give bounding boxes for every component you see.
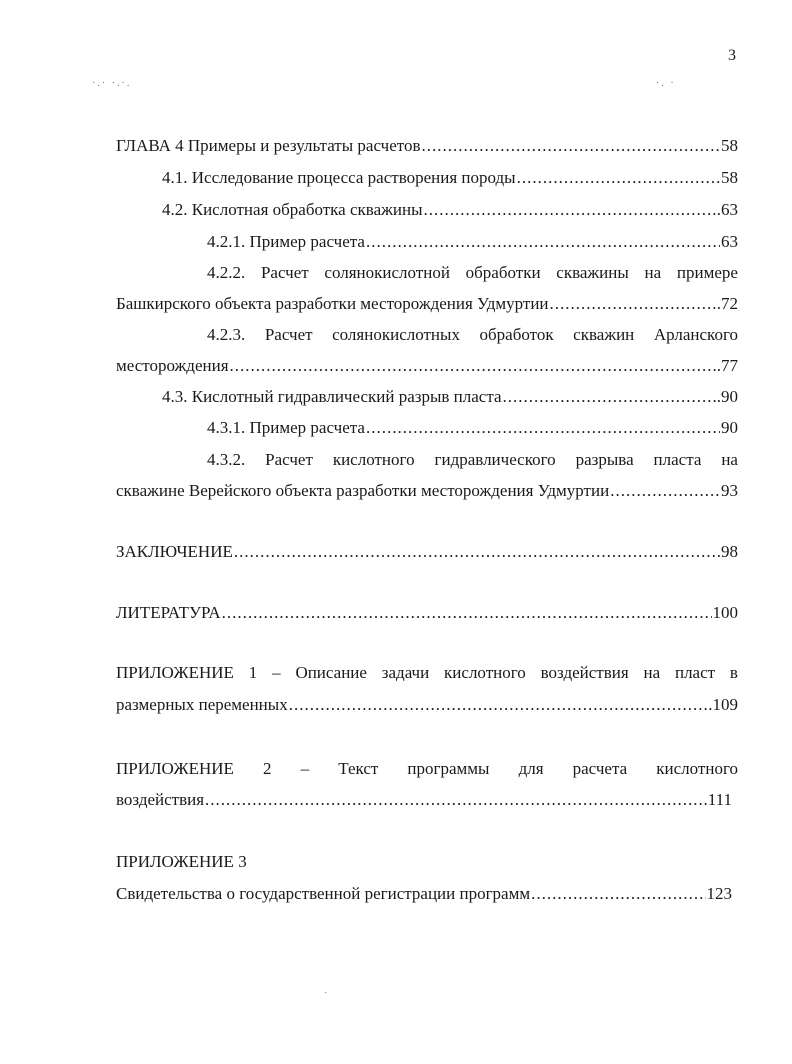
toc-word: обработок (479, 325, 554, 344)
toc-page: 90 (721, 418, 738, 437)
toc-word: кислотного (656, 759, 738, 778)
toc-title: ЛИТЕРАТУРА (116, 603, 221, 622)
toc-word: Арланского (653, 325, 738, 344)
toc-word: на (643, 663, 661, 682)
toc-entry-4-2-3-line1[interactable] (207, 325, 738, 345)
toc-title: 4.2.1. Пример расчета (207, 232, 365, 251)
toc-entry-4-1[interactable] (162, 168, 738, 188)
toc-page: 100 (712, 603, 738, 622)
toc-word: 1 (248, 663, 258, 682)
toc-word: Описание (295, 663, 367, 682)
toc-word: 2 (263, 759, 272, 778)
toc-page: 58 (721, 136, 738, 155)
toc-leader (421, 136, 720, 156)
toc-title: скважине Верейского объекта разработки месторождения Удмуртии (116, 481, 610, 500)
toc-leader (424, 200, 716, 220)
toc-entry-4-2-3-line2[interactable] (116, 356, 738, 376)
toc-leader (517, 168, 720, 188)
toc-leader (205, 790, 702, 810)
toc-word: воздействия (540, 663, 629, 682)
scan-artifact: ·.· ·.·. (92, 78, 132, 89)
toc-word: Расчет (264, 325, 313, 344)
toc-entry-conclusion[interactable] (116, 542, 738, 562)
toc-title: размерных переменных (116, 695, 288, 714)
toc-entry-4-2-2-line2[interactable] (116, 294, 738, 314)
toc-word: программы (407, 759, 490, 778)
scan-artifact: · (324, 988, 330, 999)
toc-leader (366, 418, 720, 438)
toc-title: 4.1. Исследование процесса растворения породы (162, 168, 516, 187)
toc-word: на (644, 263, 662, 282)
toc-word: скважины (556, 263, 629, 282)
toc-leader (289, 695, 708, 715)
toc-word: – (300, 759, 310, 778)
toc-title: 4.3.1. Пример расчета (207, 418, 365, 437)
toc-word: 4.2.2. (207, 263, 246, 282)
toc-word: ПРИЛОЖЕНИЕ (116, 759, 234, 778)
toc-word: – (272, 663, 281, 682)
toc-word: солянокислотных (332, 325, 460, 344)
toc-leader (222, 603, 712, 623)
toc-page: 58 (721, 168, 738, 187)
toc-word: кислотного (444, 663, 526, 682)
toc-word: кислотного (332, 450, 415, 469)
toc-word: 4.3.2. (207, 450, 246, 469)
toc-word: для (518, 759, 544, 778)
toc-word: ПРИЛОЖЕНИЕ (116, 663, 234, 682)
toc-entry-appendix-1-line2[interactable] (116, 695, 738, 715)
toc-word: Расчет (260, 263, 309, 282)
toc-word: пласта (653, 450, 702, 469)
toc-title: Башкирского объекта разработки месторождения Удмуртии (116, 294, 549, 313)
toc-title: Свидетельства о государственной регистрации программ (116, 884, 531, 903)
toc-title: 4.3. Кислотный гидравлический разрыв пласта (162, 387, 502, 406)
toc-entry-4-2-2-line1[interactable] (207, 263, 738, 283)
toc-entry-appendix-2-line1[interactable] (116, 759, 738, 779)
toc-word: обработки (465, 263, 541, 282)
toc-entry-certificates[interactable] (116, 884, 732, 904)
toc-entry-4-3[interactable] (162, 387, 738, 407)
toc-word: примере (676, 263, 738, 282)
toc-leader (550, 294, 716, 314)
toc-entry-appendix-3[interactable] (116, 852, 247, 872)
toc-title: ПРИЛОЖЕНИЕ 3 (116, 852, 247, 871)
page-number: 3 (728, 47, 736, 64)
toc-word: гидравлического (434, 450, 556, 469)
toc-page: 93 (721, 481, 738, 500)
toc-word: Текст (338, 759, 379, 778)
toc-entry-literature[interactable] (116, 603, 738, 623)
toc-word: 4.2.3. (207, 325, 246, 344)
toc-page: .111 (703, 790, 732, 809)
toc-entry-appendix-2-line2[interactable] (116, 790, 732, 810)
toc-entry-4-2-1[interactable] (207, 232, 738, 252)
toc-entry-appendix-1-line1[interactable] (116, 663, 738, 683)
toc-leader (366, 232, 720, 252)
toc-entry-4-2[interactable] (162, 200, 738, 220)
toc-page: .90 (716, 387, 738, 406)
toc-leader (503, 387, 716, 407)
toc-page: .77 (716, 356, 738, 375)
toc-page: .98 (716, 542, 738, 561)
toc-page: .72 (716, 294, 738, 313)
toc-page: .109 (708, 695, 738, 714)
toc-word: скважин (573, 325, 635, 344)
toc-page: .63 (716, 200, 738, 219)
toc-page: 123 (706, 884, 732, 903)
toc-title: месторождения (116, 356, 229, 375)
toc-leader (531, 884, 705, 904)
toc-word: в (729, 663, 738, 682)
toc-leader (234, 542, 716, 562)
toc-word: расчета (572, 759, 628, 778)
toc-title: 4.2. Кислотная обработка скважины (162, 200, 423, 219)
scan-artifact: ·. · (656, 78, 676, 89)
toc-word: солянокислотной (324, 263, 450, 282)
toc-word: Расчет (265, 450, 313, 469)
toc-title: воздействия (116, 790, 205, 809)
toc-leader (230, 356, 716, 376)
toc-word: задачи (381, 663, 430, 682)
toc-title: ЗАКЛЮЧЕНИЕ (116, 542, 233, 561)
toc-entry-4-3-2-line2[interactable] (116, 481, 738, 501)
toc-entry-4-3-2-line1[interactable] (207, 450, 738, 470)
toc-word: на (721, 450, 738, 469)
toc-word: пласт (674, 663, 716, 682)
toc-word: разрыва (575, 450, 634, 469)
toc-entry-chapter-4[interactable] (116, 136, 738, 156)
toc-entry-4-3-1[interactable] (207, 418, 738, 438)
toc-leader (610, 481, 720, 501)
toc-page: 63 (721, 232, 738, 251)
toc-title: ГЛАВА 4 Примеры и результаты расчетов (116, 136, 421, 155)
